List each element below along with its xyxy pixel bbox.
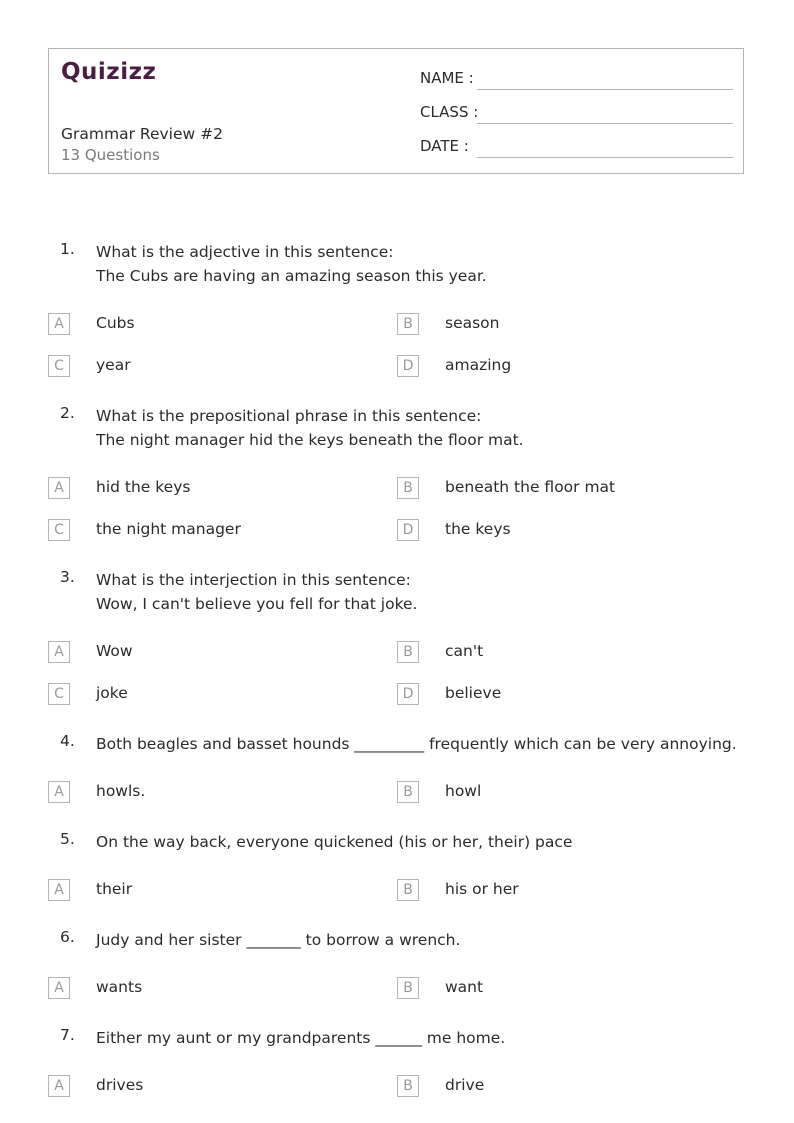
question-number: 7. bbox=[60, 1026, 75, 1044]
quizizz-logo: Quizizz bbox=[61, 59, 157, 85]
class-line[interactable] bbox=[477, 123, 733, 124]
option-letter: A bbox=[48, 1075, 70, 1097]
date-line[interactable] bbox=[477, 157, 733, 158]
option-text: drive bbox=[445, 1076, 485, 1094]
option-text: want bbox=[445, 978, 484, 996]
question-text: On the way back, everyone quickened (his or her, their) pace bbox=[96, 833, 573, 851]
option-letter: C bbox=[48, 683, 70, 705]
option-letter: A bbox=[48, 879, 70, 901]
option-text: season bbox=[445, 314, 500, 332]
name-label: NAME : bbox=[420, 69, 474, 87]
option-text: howl bbox=[445, 782, 482, 800]
question-text: Judy and her sister _______ to borrow a wrench. bbox=[96, 931, 461, 949]
option-letter: D bbox=[397, 683, 419, 705]
option-text: their bbox=[96, 880, 133, 898]
option-letter: B bbox=[397, 879, 419, 901]
option-text: the night manager bbox=[96, 520, 241, 538]
option-letter: B bbox=[397, 977, 419, 999]
name-line[interactable] bbox=[477, 89, 733, 90]
question-text: Either my aunt or my grandparents ______ me home. bbox=[96, 1029, 506, 1047]
option-text: Cubs bbox=[96, 314, 135, 332]
question-text: What is the adjective in this sentence: The Cubs are having an amazing season this year. bbox=[96, 243, 487, 285]
question-number: 3. bbox=[60, 568, 75, 586]
question-text: What is the interjection in this sentence: Wow, I can't believe you fell for that joke. bbox=[96, 571, 418, 613]
option-letter: B bbox=[397, 1075, 419, 1097]
option-letter: B bbox=[397, 313, 419, 335]
question-text: What is the prepositional phrase in this sentence: The night manager hid the keys beneath the floor mat. bbox=[96, 407, 524, 449]
option-text: hid the keys bbox=[96, 478, 191, 496]
option-text: howls. bbox=[96, 782, 146, 800]
worksheet-header bbox=[48, 48, 744, 174]
date-label: DATE : bbox=[420, 137, 469, 155]
option-text: wants bbox=[96, 978, 143, 996]
option-letter: D bbox=[397, 355, 419, 377]
option-letter: A bbox=[48, 477, 70, 499]
option-text: drives bbox=[96, 1076, 144, 1094]
option-letter: B bbox=[397, 781, 419, 803]
option-text: can't bbox=[445, 642, 484, 660]
question-text: Both beagles and basset hounds _________ frequently which can be very annoying. bbox=[96, 735, 737, 753]
option-text: joke bbox=[96, 684, 128, 702]
class-label: CLASS : bbox=[420, 103, 479, 121]
option-text: year bbox=[96, 356, 131, 374]
question-number: 1. bbox=[60, 240, 75, 258]
option-text: the keys bbox=[445, 520, 511, 538]
question-count: 13 Questions bbox=[61, 146, 160, 164]
option-text: amazing bbox=[445, 356, 512, 374]
worksheet-title: Grammar Review #2 bbox=[61, 125, 223, 143]
option-letter: A bbox=[48, 313, 70, 335]
option-text: believe bbox=[445, 684, 502, 702]
question-number: 6. bbox=[60, 928, 75, 946]
question-number: 2. bbox=[60, 404, 75, 422]
option-letter: A bbox=[48, 977, 70, 999]
option-text: Wow bbox=[96, 642, 133, 660]
option-text: his or her bbox=[445, 880, 519, 898]
question-number: 5. bbox=[60, 830, 75, 848]
question-number: 4. bbox=[60, 732, 75, 750]
option-letter: C bbox=[48, 519, 70, 541]
option-letter: C bbox=[48, 355, 70, 377]
option-letter: B bbox=[397, 477, 419, 499]
option-letter: A bbox=[48, 781, 70, 803]
option-letter: D bbox=[397, 519, 419, 541]
option-text: beneath the floor mat bbox=[445, 478, 616, 496]
option-letter: B bbox=[397, 641, 419, 663]
option-letter: A bbox=[48, 641, 70, 663]
